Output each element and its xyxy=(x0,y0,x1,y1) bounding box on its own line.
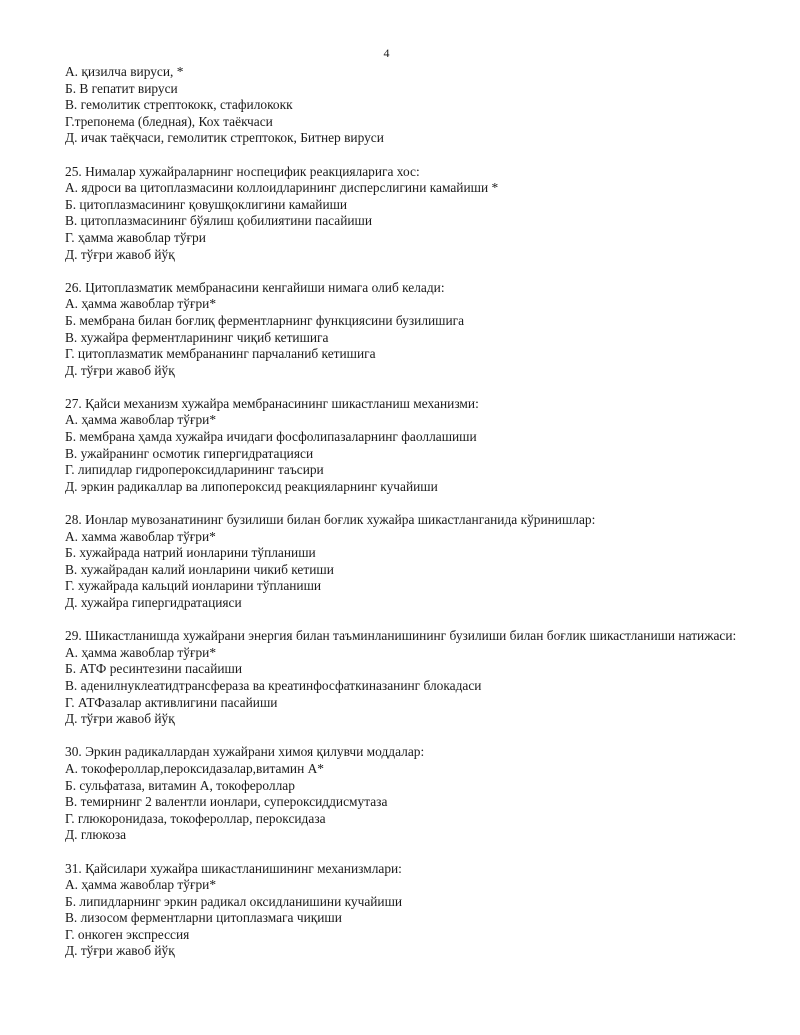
answer-g: Г.трепонема (бледная), Кох таёкчаси xyxy=(65,113,273,129)
answer-v: В. цитоплазмасининг бўялиш қобилиятини пасайиши xyxy=(65,213,373,229)
answer-a: А. қизилча вируси, * xyxy=(65,64,184,79)
answer-v: В. темирнинг 2 валентли ионлари, супероксиддисмутаза xyxy=(65,794,388,810)
answer-a: А. хамма жавоблар тўғри* xyxy=(65,528,216,544)
answer-g: Г. липидлар гидропероксидларининг таъсири xyxy=(65,462,324,478)
answer-a: А. ядроси ва цитоплазмасини коллоидларининг дисперслигини камайиши * xyxy=(65,180,499,196)
question-block-30 xyxy=(65,744,745,844)
answer-v: В. гемолитик стрептококк, стафилококк xyxy=(65,97,293,113)
answer-b: Б. АТФ ресинтезини пасайиши xyxy=(65,661,243,677)
question-block-24-continued xyxy=(65,64,745,147)
answer-v: В. ужайранинг осмотик гипергидратацияси xyxy=(65,445,314,461)
question-text: 25. Нималар хужайраларнинг носпецифик реакцияларига хос: xyxy=(65,163,420,179)
question-text: 28. Ионлар мувозанатининг бузилиши билан боғлик хужайра шикастланганида кўринишлар: xyxy=(65,512,596,528)
answer-d: Д. эркин радикаллар ва липопероксид реакцияларнинг кучайиши xyxy=(65,478,438,494)
answer-d: Д. ичак таёқчаси, гемолитик стрептокок, Битнер вируси xyxy=(65,130,384,146)
question-block-27 xyxy=(65,396,745,496)
answer-b: Б. липидларнинг эркин радикал оксидланишини кучайиши xyxy=(65,893,403,909)
question-text: 29. Шикастланишда хужайрани энергия билан таъминланишининг бузилиши билан боғлик шикастланиши натижаси: xyxy=(65,628,737,644)
answer-g: Г. АТФазалар активлигини пасайиши xyxy=(65,694,278,710)
answer-g: Г. глюкоронидаза, токофероллар, пероксидаза xyxy=(65,810,326,826)
answer-v: В. аденилнуклеатидтрансфераза ва креатинфосфаткиназанинг блокадаси xyxy=(65,677,482,693)
answer-d: Д. тўғри жавоб йўқ xyxy=(65,711,175,727)
question-block-26 xyxy=(65,280,745,380)
answer-d: Д. тўғри жавоб йўқ xyxy=(65,246,175,262)
question-block-28 xyxy=(65,512,745,612)
answer-d: Д. тўғри жавоб йўқ xyxy=(65,362,175,378)
answer-g: Г. цитоплазматик мембрананинг парчаланиб кетишига xyxy=(65,346,376,362)
answer-g: Г. онкоген экспрессия xyxy=(65,926,190,942)
answer-a: А. токофероллар,пероксидазалар,витамин А* xyxy=(65,760,324,776)
answer-g: Г. ҳамма жавоблар тўғри xyxy=(65,229,206,245)
question-block-25 xyxy=(65,164,745,264)
answer-v: В. хужайра ферментларининг чиқиб кетишига xyxy=(65,329,329,345)
question-text: 30. Эркин радикаллардан хужайрани химоя қилувчи моддалар: xyxy=(65,744,425,760)
answer-a: А. ҳамма жавоблар тўғри* xyxy=(65,412,217,428)
answer-b: Б. мембрана ҳамда хужайра ичидаги фосфолипазаларнинг фаоллашиши xyxy=(65,429,477,445)
answer-d: Д. тўғри жавоб йўқ xyxy=(65,943,175,959)
answer-b: Б. В гепатит вируси xyxy=(65,80,178,96)
answer-a: А. ҳамма жавоблар тўғри* xyxy=(65,296,217,312)
answer-a: А. ҳамма жавоблар тўғри* xyxy=(65,877,217,893)
question-text: 27. Қайси механизм хужайра мембранасининг шикастланиш механизми: xyxy=(65,395,479,411)
answer-b: Б. мембрана билан боғлиқ ферментларнинг функциясини бузилишига xyxy=(65,312,465,328)
answer-b: Б. хужайрада натрий ионларини тўпланиши xyxy=(65,545,316,561)
answer-g: Г. хужайрада кальций ионларини тўпланиши xyxy=(65,578,322,594)
question-text: 31. Қайсилари хужайра шикастланишининг механизмлари: xyxy=(65,860,402,876)
question-block-31 xyxy=(65,861,745,961)
question-block-29 xyxy=(65,628,745,728)
answer-b: Б. сульфатаза, витамин А, токофероллар xyxy=(65,777,295,793)
question-text: 26. Цитоплазматик мембранасини кенгайиши нимага олиб келади: xyxy=(65,279,445,295)
answer-v: В. лизосом ферментларни цитоплазмага чиқиши xyxy=(65,910,342,926)
answer-b: Б. цитоплазмасининг қовушқоклигини камайиши xyxy=(65,196,348,212)
answer-d: Д. глюкоза xyxy=(65,827,127,843)
answer-v: В. хужайрадан калий ионларини чикиб кетиши xyxy=(65,561,334,577)
question-list xyxy=(65,64,745,960)
answer-d: Д. хужайра гипергидратацияси xyxy=(65,595,242,610)
page-number: 4 xyxy=(383,46,390,60)
answer-a: А. ҳамма жавоблар тўғри* xyxy=(65,644,217,660)
